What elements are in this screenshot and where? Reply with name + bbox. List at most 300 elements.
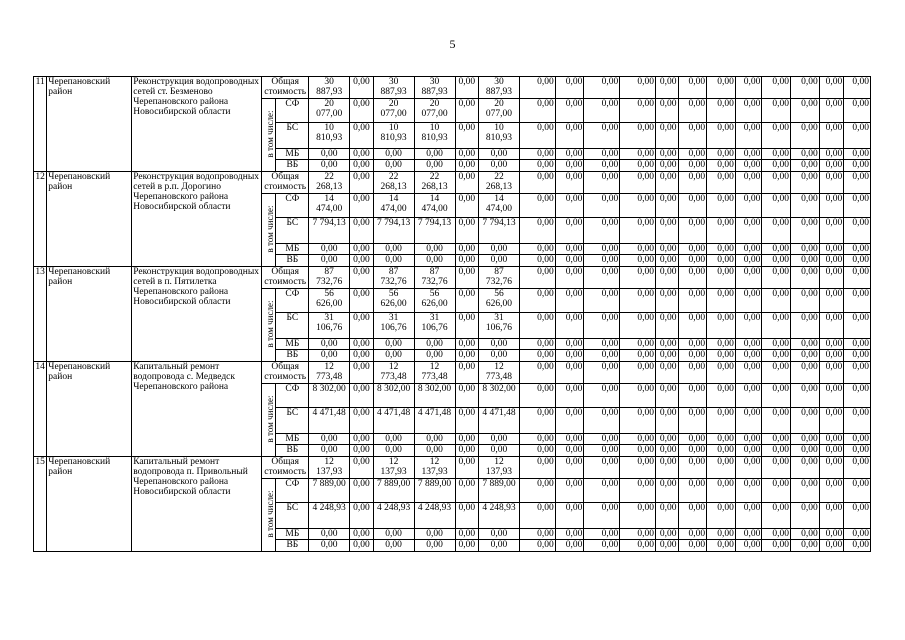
value-cell: 0,00 (762, 99, 791, 123)
value-cell: 0,00 (656, 408, 679, 433)
value-cell: 22 268,13 (414, 172, 455, 194)
value-cell: 0,00 (373, 148, 414, 160)
value-cell: 0,00 (762, 445, 791, 457)
total-cost-label: Общая стоимость (262, 362, 309, 384)
value-cell: 0,00 (555, 313, 584, 338)
value-cell: 0,00 (819, 99, 844, 123)
value-cell: 0,00 (735, 194, 762, 218)
value-cell: 0,00 (791, 148, 820, 160)
value-cell: 0,00 (844, 338, 871, 350)
value-cell: 0,00 (678, 243, 707, 255)
value-cell: 0,00 (656, 479, 679, 503)
value-cell: 0,00 (762, 255, 791, 267)
value-cell: 0,00 (707, 99, 736, 123)
value-cell: 0,00 (309, 243, 350, 255)
value-cell: 4 248,93 (309, 503, 350, 528)
value-cell: 0,00 (656, 362, 679, 384)
value-cell: 0,00 (707, 148, 736, 160)
value-cell: 30 887,93 (414, 77, 455, 99)
value-cell: 31 106,76 (309, 313, 350, 338)
value-cell: 22 268,13 (309, 172, 350, 194)
value-cell: 0,00 (455, 503, 479, 528)
funding-source-label: ВБ (276, 255, 309, 267)
value-cell: 0,00 (350, 289, 374, 313)
value-cell: 0,00 (707, 267, 736, 289)
value-cell: 0,00 (819, 313, 844, 338)
value-cell: 14 474,00 (373, 194, 414, 218)
value-cell: 0,00 (762, 243, 791, 255)
value-cell: 0,00 (519, 479, 555, 503)
value-cell: 0,00 (656, 384, 679, 408)
value-cell: 0,00 (791, 408, 820, 433)
value-cell: 0,00 (678, 528, 707, 540)
value-cell: 0,00 (762, 160, 791, 172)
value-cell: 0,00 (791, 338, 820, 350)
value-cell: 0,00 (455, 160, 479, 172)
value-cell: 0,00 (656, 540, 679, 552)
value-cell: 0,00 (735, 172, 762, 194)
total-cost-label: Общая стоимость (262, 172, 309, 194)
value-cell: 0,00 (620, 479, 656, 503)
value-cell: 0,00 (819, 384, 844, 408)
value-cell: 0,00 (350, 194, 374, 218)
value-cell: 0,00 (455, 445, 479, 457)
value-cell: 0,00 (620, 313, 656, 338)
value-cell: 0,00 (455, 479, 479, 503)
value-cell: 0,00 (455, 99, 479, 123)
value-cell: 0,00 (584, 338, 620, 350)
value-cell: 20 077,00 (414, 99, 455, 123)
value-cell: 0,00 (309, 338, 350, 350)
value-cell: 12 773,48 (414, 362, 455, 384)
district-cell: Черепановский район (47, 172, 132, 267)
value-cell: 0,00 (707, 243, 736, 255)
value-cell: 4 471,48 (479, 408, 520, 433)
value-cell: 0,00 (819, 148, 844, 160)
value-cell: 0,00 (656, 218, 679, 243)
value-cell: 0,00 (656, 243, 679, 255)
value-cell: 0,00 (584, 160, 620, 172)
value-cell: 0,00 (819, 408, 844, 433)
value-cell: 0,00 (309, 148, 350, 160)
value-cell: 0,00 (656, 289, 679, 313)
value-cell: 0,00 (584, 194, 620, 218)
total-cost-label: Общая стоимость (262, 457, 309, 479)
value-cell: 20 077,00 (479, 99, 520, 123)
value-cell: 0,00 (762, 457, 791, 479)
value-cell: 0,00 (373, 540, 414, 552)
value-cell: 56 626,00 (373, 289, 414, 313)
value-cell: 0,00 (819, 218, 844, 243)
including-label-cell (262, 289, 276, 362)
value-cell: 7 889,00 (479, 479, 520, 503)
value-cell: 0,00 (519, 255, 555, 267)
value-cell: 0,00 (656, 99, 679, 123)
value-cell: 0,00 (707, 338, 736, 350)
value-cell: 0,00 (309, 445, 350, 457)
value-cell: 0,00 (479, 338, 520, 350)
value-cell: 0,00 (455, 433, 479, 445)
value-cell: 0,00 (479, 255, 520, 267)
funding-source-label: МБ (276, 243, 309, 255)
value-cell: 31 106,76 (414, 313, 455, 338)
value-cell: 0,00 (479, 148, 520, 160)
value-cell: 0,00 (819, 362, 844, 384)
value-cell: 31 106,76 (373, 313, 414, 338)
value-cell: 0,00 (844, 218, 871, 243)
value-cell: 7 889,00 (373, 479, 414, 503)
value-cell: 0,00 (555, 445, 584, 457)
including-label-cell (262, 194, 276, 267)
value-cell: 0,00 (620, 384, 656, 408)
funding-source-label: ВБ (276, 160, 309, 172)
value-cell: 0,00 (455, 528, 479, 540)
value-cell: 0,00 (656, 528, 679, 540)
value-cell: 0,00 (555, 160, 584, 172)
value-cell: 0,00 (656, 148, 679, 160)
value-cell: 0,00 (791, 160, 820, 172)
value-cell: 0,00 (414, 255, 455, 267)
value-cell: 0,00 (656, 160, 679, 172)
value-cell: 0,00 (519, 433, 555, 445)
value-cell: 0,00 (819, 528, 844, 540)
value-cell: 0,00 (519, 362, 555, 384)
value-cell: 0,00 (762, 172, 791, 194)
value-cell: 0,00 (350, 148, 374, 160)
value-cell: 0,00 (735, 479, 762, 503)
value-cell: 0,00 (678, 255, 707, 267)
value-cell: 4 471,48 (373, 408, 414, 433)
value-cell: 0,00 (555, 362, 584, 384)
value-cell: 0,00 (707, 433, 736, 445)
including-label-cell (262, 384, 276, 457)
including-label: в том числе: (265, 395, 276, 443)
value-cell: 0,00 (519, 172, 555, 194)
value-cell: 0,00 (791, 289, 820, 313)
value-cell: 0,00 (762, 350, 791, 362)
value-cell: 0,00 (844, 243, 871, 255)
value-cell: 0,00 (735, 457, 762, 479)
value-cell: 10 810,93 (414, 123, 455, 148)
value-cell: 0,00 (373, 338, 414, 350)
value-cell: 0,00 (350, 362, 374, 384)
value-cell: 0,00 (844, 457, 871, 479)
value-cell: 0,00 (479, 528, 520, 540)
value-cell: 0,00 (819, 194, 844, 218)
value-cell: 0,00 (584, 77, 620, 99)
funding-source-label: СФ (276, 99, 309, 123)
value-cell: 0,00 (819, 338, 844, 350)
value-cell: 0,00 (707, 255, 736, 267)
value-cell: 0,00 (584, 218, 620, 243)
value-cell: 0,00 (309, 540, 350, 552)
value-cell: 0,00 (844, 445, 871, 457)
value-cell: 0,00 (519, 338, 555, 350)
value-cell: 0,00 (555, 408, 584, 433)
value-cell: 0,00 (519, 289, 555, 313)
value-cell: 0,00 (844, 479, 871, 503)
district-cell: Черепановский район (47, 457, 132, 552)
funding-source-label: ВБ (276, 540, 309, 552)
value-cell: 0,00 (762, 540, 791, 552)
value-cell: 0,00 (519, 540, 555, 552)
value-cell: 0,00 (656, 194, 679, 218)
value-cell: 0,00 (735, 243, 762, 255)
value-cell: 0,00 (309, 433, 350, 445)
value-cell: 0,00 (414, 243, 455, 255)
table-row (34, 362, 871, 384)
including-label: в том числе: (265, 300, 276, 348)
value-cell: 0,00 (844, 123, 871, 148)
value-cell: 0,00 (620, 77, 656, 99)
value-cell: 0,00 (373, 160, 414, 172)
value-cell: 22 268,13 (479, 172, 520, 194)
value-cell: 0,00 (735, 338, 762, 350)
value-cell: 0,00 (620, 160, 656, 172)
project-name-cell: Капитальный ремонт водопровода с. Медведск Черепановского района (132, 362, 262, 457)
value-cell: 0,00 (735, 540, 762, 552)
value-cell: 20 077,00 (309, 99, 350, 123)
value-cell: 0,00 (414, 445, 455, 457)
value-cell: 0,00 (620, 350, 656, 362)
value-cell: 0,00 (844, 408, 871, 433)
value-cell: 7 889,00 (414, 479, 455, 503)
value-cell: 0,00 (620, 172, 656, 194)
value-cell: 0,00 (678, 384, 707, 408)
value-cell: 0,00 (656, 267, 679, 289)
value-cell: 0,00 (555, 255, 584, 267)
value-cell: 0,00 (584, 433, 620, 445)
value-cell: 0,00 (791, 350, 820, 362)
value-cell: 0,00 (735, 289, 762, 313)
value-cell: 0,00 (791, 457, 820, 479)
value-cell: 4 248,93 (373, 503, 414, 528)
value-cell: 0,00 (350, 218, 374, 243)
value-cell: 0,00 (519, 243, 555, 255)
funding-source-label: ВБ (276, 445, 309, 457)
value-cell: 0,00 (678, 148, 707, 160)
value-cell: 0,00 (707, 503, 736, 528)
value-cell: 0,00 (584, 479, 620, 503)
district-cell: Черепановский район (47, 267, 132, 362)
value-cell: 0,00 (844, 77, 871, 99)
value-cell: 0,00 (735, 445, 762, 457)
value-cell: 30 887,93 (479, 77, 520, 99)
value-cell: 0,00 (519, 267, 555, 289)
value-cell: 14 474,00 (414, 194, 455, 218)
value-cell: 4 471,48 (414, 408, 455, 433)
value-cell: 0,00 (519, 445, 555, 457)
budget-table (33, 76, 871, 552)
value-cell: 30 887,93 (309, 77, 350, 99)
value-cell: 12 773,48 (309, 362, 350, 384)
value-cell: 0,00 (350, 255, 374, 267)
value-cell: 0,00 (707, 408, 736, 433)
value-cell: 0,00 (791, 77, 820, 99)
value-cell: 0,00 (350, 528, 374, 540)
value-cell: 0,00 (707, 194, 736, 218)
value-cell: 0,00 (519, 99, 555, 123)
value-cell: 0,00 (791, 123, 820, 148)
project-name-cell: Капитальный ремонт водопровода п. Привольный Черепановского района Новосибирской области (132, 457, 262, 552)
value-cell: 0,00 (678, 540, 707, 552)
value-cell: 0,00 (678, 218, 707, 243)
value-cell: 22 268,13 (373, 172, 414, 194)
value-cell: 7 794,13 (373, 218, 414, 243)
value-cell: 0,00 (584, 408, 620, 433)
value-cell: 0,00 (735, 350, 762, 362)
value-cell: 0,00 (555, 528, 584, 540)
value-cell: 0,00 (555, 172, 584, 194)
value-cell: 12 137,93 (373, 457, 414, 479)
value-cell: 0,00 (735, 77, 762, 99)
value-cell: 0,00 (791, 528, 820, 540)
value-cell: 0,00 (656, 123, 679, 148)
value-cell: 0,00 (479, 350, 520, 362)
value-cell: 0,00 (350, 479, 374, 503)
table-row (34, 457, 871, 479)
value-cell: 0,00 (620, 148, 656, 160)
value-cell: 7 794,13 (479, 218, 520, 243)
value-cell: 0,00 (350, 350, 374, 362)
value-cell: 0,00 (350, 338, 374, 350)
value-cell: 8 302,00 (373, 384, 414, 408)
value-cell: 0,00 (656, 77, 679, 99)
value-cell: 0,00 (735, 218, 762, 243)
value-cell: 0,00 (584, 503, 620, 528)
value-cell: 0,00 (620, 267, 656, 289)
value-cell: 0,00 (414, 433, 455, 445)
value-cell: 0,00 (519, 148, 555, 160)
value-cell: 0,00 (819, 457, 844, 479)
funding-source-label: МБ (276, 338, 309, 350)
value-cell: 0,00 (791, 433, 820, 445)
value-cell: 0,00 (819, 289, 844, 313)
value-cell: 0,00 (791, 267, 820, 289)
value-cell: 0,00 (584, 313, 620, 338)
value-cell: 0,00 (791, 503, 820, 528)
value-cell: 0,00 (350, 77, 374, 99)
page-number: 5 (449, 37, 456, 51)
value-cell: 0,00 (455, 194, 479, 218)
funding-source-label: СФ (276, 289, 309, 313)
value-cell: 0,00 (555, 77, 584, 99)
value-cell: 0,00 (555, 338, 584, 350)
value-cell: 0,00 (555, 267, 584, 289)
value-cell: 0,00 (350, 243, 374, 255)
value-cell: 0,00 (819, 267, 844, 289)
value-cell: 0,00 (555, 384, 584, 408)
value-cell: 0,00 (762, 479, 791, 503)
value-cell: 0,00 (656, 338, 679, 350)
value-cell: 0,00 (707, 384, 736, 408)
value-cell: 0,00 (620, 289, 656, 313)
value-cell: 0,00 (707, 313, 736, 338)
value-cell: 0,00 (455, 243, 479, 255)
value-cell: 0,00 (819, 479, 844, 503)
row-number: 12 (34, 172, 47, 267)
value-cell: 0,00 (455, 540, 479, 552)
value-cell: 0,00 (455, 267, 479, 289)
value-cell: 0,00 (519, 123, 555, 148)
value-cell: 0,00 (762, 123, 791, 148)
value-cell: 0,00 (791, 479, 820, 503)
value-cell: 0,00 (309, 350, 350, 362)
value-cell: 0,00 (678, 267, 707, 289)
value-cell: 0,00 (735, 160, 762, 172)
value-cell: 0,00 (350, 160, 374, 172)
value-cell: 0,00 (656, 503, 679, 528)
value-cell: 56 626,00 (309, 289, 350, 313)
value-cell: 0,00 (844, 172, 871, 194)
value-cell: 12 137,93 (309, 457, 350, 479)
value-cell: 0,00 (584, 445, 620, 457)
value-cell: 0,00 (762, 218, 791, 243)
value-cell: 12 773,48 (479, 362, 520, 384)
value-cell: 0,00 (678, 160, 707, 172)
value-cell: 12 137,93 (479, 457, 520, 479)
value-cell: 0,00 (584, 384, 620, 408)
value-cell: 0,00 (791, 313, 820, 338)
including-label: в том числе: (265, 205, 276, 253)
funding-source-label: БС (276, 123, 309, 148)
value-cell: 8 302,00 (309, 384, 350, 408)
including-label-cell (262, 479, 276, 552)
value-cell: 0,00 (735, 313, 762, 338)
value-cell: 7 794,13 (414, 218, 455, 243)
value-cell: 0,00 (620, 99, 656, 123)
value-cell: 0,00 (844, 148, 871, 160)
project-name-cell: Реконструкция водопроводных сетей ст. Безменово Черепановского района Новосибирской области (132, 77, 262, 172)
value-cell: 0,00 (707, 289, 736, 313)
value-cell: 0,00 (791, 445, 820, 457)
value-cell: 0,00 (519, 528, 555, 540)
value-cell: 0,00 (620, 218, 656, 243)
value-cell: 0,00 (350, 540, 374, 552)
value-cell: 0,00 (350, 267, 374, 289)
funding-source-label: СФ (276, 479, 309, 503)
value-cell: 0,00 (762, 148, 791, 160)
value-cell: 0,00 (519, 408, 555, 433)
value-cell: 0,00 (819, 445, 844, 457)
value-cell: 0,00 (735, 123, 762, 148)
value-cell: 87 732,76 (479, 267, 520, 289)
value-cell: 0,00 (519, 218, 555, 243)
value-cell: 0,00 (844, 503, 871, 528)
value-cell: 0,00 (373, 445, 414, 457)
value-cell: 0,00 (707, 350, 736, 362)
value-cell: 30 887,93 (373, 77, 414, 99)
value-cell: 0,00 (678, 289, 707, 313)
value-cell: 0,00 (555, 218, 584, 243)
value-cell: 0,00 (844, 384, 871, 408)
value-cell: 0,00 (479, 160, 520, 172)
value-cell: 0,00 (762, 362, 791, 384)
value-cell: 0,00 (455, 457, 479, 479)
value-cell: 0,00 (707, 528, 736, 540)
value-cell: 0,00 (555, 123, 584, 148)
value-cell: 0,00 (819, 433, 844, 445)
value-cell: 0,00 (707, 77, 736, 99)
value-cell: 4 471,48 (309, 408, 350, 433)
value-cell: 0,00 (844, 528, 871, 540)
district-cell: Черепановский район (47, 362, 132, 457)
value-cell: 0,00 (844, 99, 871, 123)
value-cell: 0,00 (519, 350, 555, 362)
value-cell: 0,00 (707, 457, 736, 479)
value-cell: 10 810,93 (373, 123, 414, 148)
value-cell: 0,00 (791, 194, 820, 218)
